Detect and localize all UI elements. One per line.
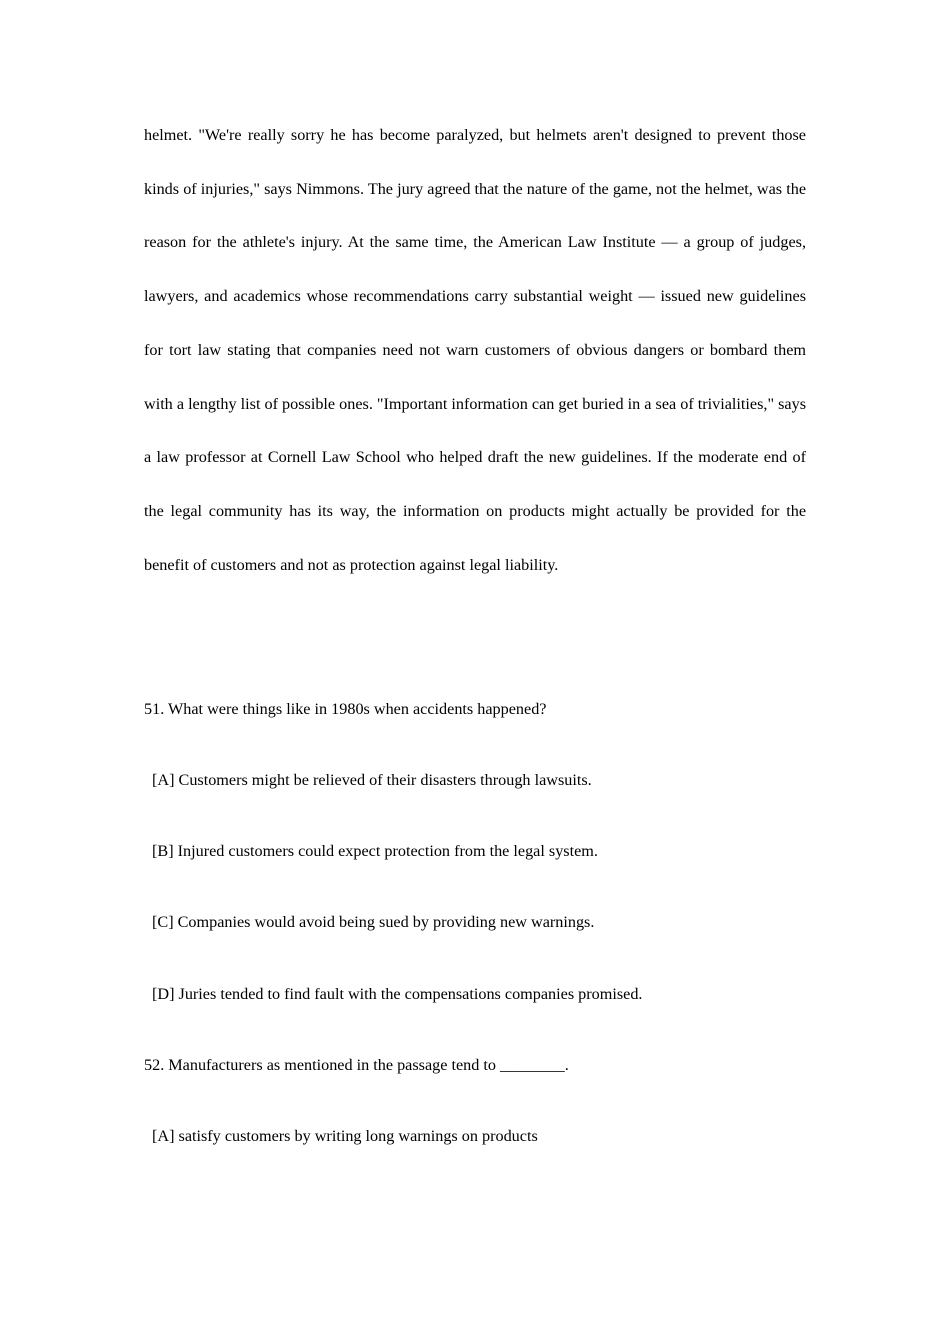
passage-paragraph: helmet. "We're really sorry he has become paralyzed, but helmets aren't designed to prevent those kinds of injuries," says Nimmons. The jury agreed that the nature of the game, not the helmet, was the reason for the athlete's injury. At the same time, the American Law Institute — a group of judges, lawyers, and academics whose recommendations carry substantial weight — issued new guidelines for tort law stating that companies need not warn customers of obvious dangers or bombard them with a lengthy list of possible ones. "Important information can get buried in a sea of trivialities," says a law professor at Cornell Law School who helped draft the new guidelines. If the moderate end of the legal community has its way, the information on products might actually be provided for the benefit of customers and not as protection against legal liability. <box>144 126 806 574</box>
question-52-stem: 52. Manufacturers as mentioned in the passage tend to ________. <box>144 1056 569 1074</box>
question-51-option-c: [C] Companies would avoid being sued by providing new warnings. <box>152 913 595 931</box>
question-51-option-a: [A] Customers might be relieved of their disasters through lawsuits. <box>152 771 592 789</box>
question-51-stem: 51. What were things like in 1980s when accidents happened? <box>144 700 547 718</box>
question-51-option-b: [B] Injured customers could expect protection from the legal system. <box>152 842 598 860</box>
question-52-option-a: [A] satisfy customers by writing long warnings on products <box>152 1127 538 1145</box>
question-51-option-d: [D] Juries tended to find fault with the compensations companies promised. <box>152 985 643 1003</box>
